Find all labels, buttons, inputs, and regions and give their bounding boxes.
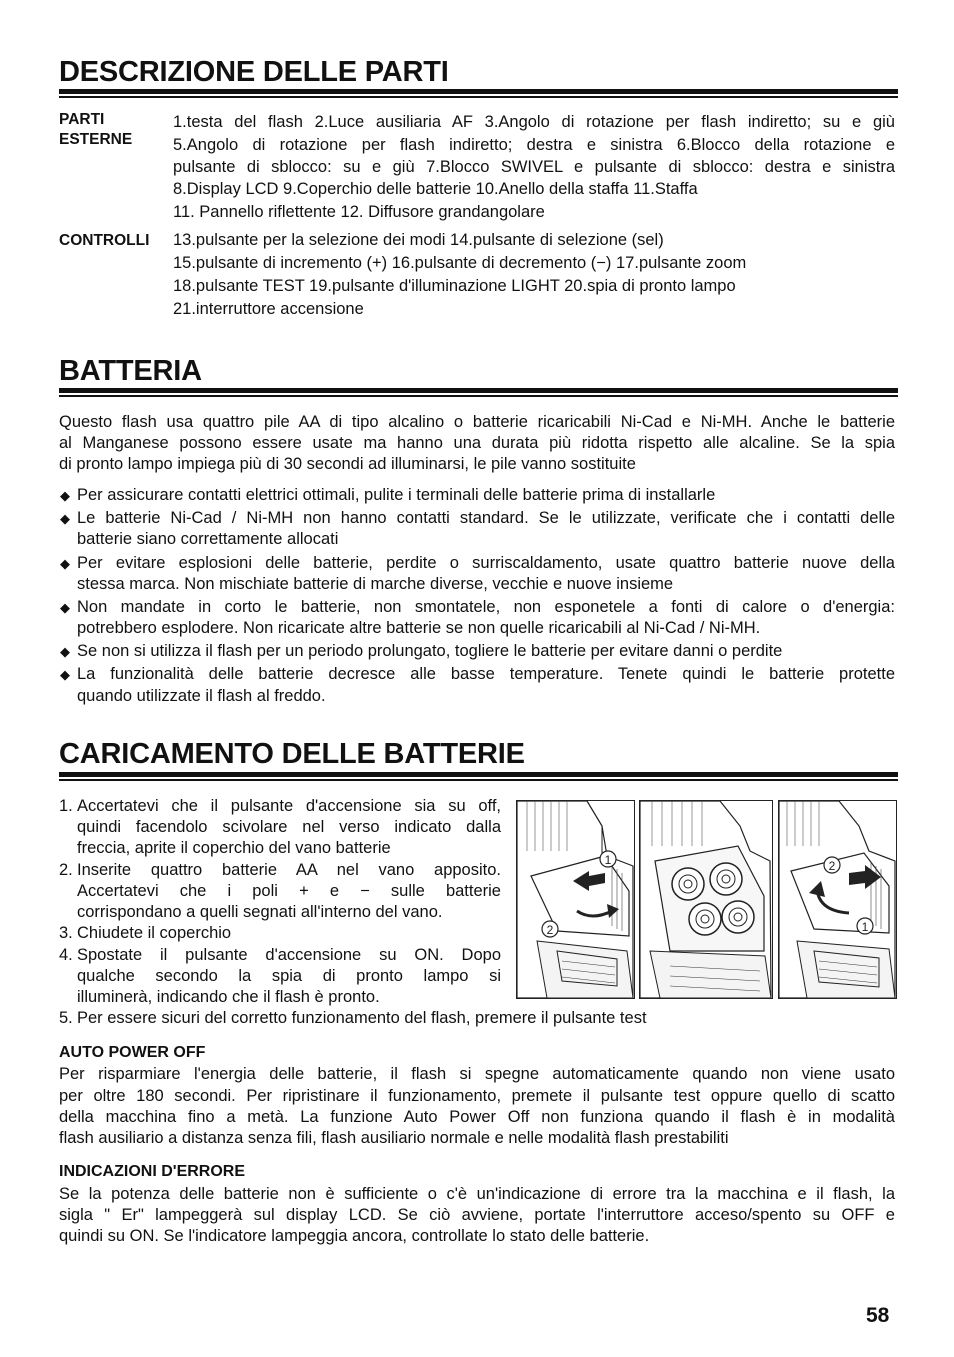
- controlli-line: 15.pulsante di incremento (+) 16.pulsante di decremento (−) 17.pulsante zoom: [173, 254, 747, 272]
- figure-label: 1: [604, 853, 612, 867]
- bullet-line: stessa marca. Non mischiate batterie di marche diverse, vecchie e nuove insieme: [77, 575, 674, 593]
- bullet-diamond-icon: ◆: [60, 667, 70, 682]
- step-line: freccia, aprite il coperchio del vano batterie: [77, 839, 391, 857]
- parti-line: pulsante di sblocco: su e giù 7.Blocco SWIVEL e pulsante di sblocco: destra e sinistra: [173, 158, 895, 176]
- controlli-line: 13.pulsante per la selezione dei modi 14.pulsante di selezione (sel): [173, 231, 664, 249]
- bullet-diamond-icon: ◆: [60, 644, 70, 659]
- bullet-line: Per assicurare contatti elettrici ottimali, pulite i terminali delle batterie prima di installarle: [77, 486, 716, 504]
- section-rule: [59, 772, 898, 781]
- bullet-diamond-icon: ◆: [60, 511, 70, 526]
- errori-line: Se la potenza delle batterie non è sufficiente o c'è un'indicazione di errore tra la macchina e il flash, la: [59, 1185, 895, 1203]
- step-number: 5.: [59, 1009, 73, 1027]
- step-number: 4.: [59, 946, 73, 964]
- bullet-line: Per evitare esplosioni delle batterie, perdite o surriscaldamento, usate quattro batterie nuove della: [77, 554, 895, 572]
- step-line: Inserite quattro batterie AA nel vano apposito.: [77, 861, 501, 879]
- section-title-batteria: BATTERIA: [59, 355, 202, 387]
- batteria-intro-line: al Manganese possono essere usate ma hanno una durata più ridotta rispetto alle alcaline. Se la spia: [59, 434, 895, 452]
- page-number: 58: [866, 1304, 890, 1327]
- auto-power-off-line: per oltre 180 secondi. Per ripristinare il funzionamento, premete il pulsante test oppure quello di scatto: [59, 1087, 895, 1105]
- step-line: illuminerà, indicando che il flash è pronto.: [77, 988, 380, 1006]
- figure-label: 2: [828, 859, 836, 873]
- figure-close-cover: [778, 800, 897, 999]
- parti-line: 5.Angolo di rotazione per flash indiretto; destra e sinistra 6.Blocco della rotazione e: [173, 136, 895, 154]
- bullet-line: potrebbero esplodere. Non ricaricate altre batterie se non quelle ricaricabili al Ni-Cad / Ni-MH.: [77, 619, 761, 637]
- parti-line: 11. Pannello riflettente 12. Diffusore grandangolare: [173, 203, 545, 221]
- auto-power-off-line: della macchina fino a metà. La funzione Auto Power Off non funziona quando il flash è in modalità: [59, 1108, 895, 1126]
- section-rule: [59, 388, 898, 397]
- auto-power-off-line: Per risparmiare l'energia delle batterie, il flash si spegne automaticamente quando non viene usato: [59, 1065, 895, 1083]
- bullet-line: Non mandate in corto le batterie, non smontatele, non esponetele a fonti di calore o d'energia:: [77, 598, 895, 616]
- parti-label-1: PARTI: [59, 111, 105, 128]
- errori-title: INDICAZIONI D'ERRORE: [59, 1163, 246, 1180]
- battery-compartment-illustration: [640, 801, 772, 998]
- step-line: Spostate il pulsante d'accensione su ON. Dopo: [77, 946, 501, 964]
- step-line: Accertatevi che il pulsante d'accensione sia su off,: [77, 797, 501, 815]
- figure-label: 2: [546, 923, 554, 937]
- bullet-line: Se non si utilizza il flash per un periodo prolungato, togliere le batterie per evitare danni o perdite: [77, 642, 783, 660]
- section-rule: [59, 89, 898, 98]
- step-line: qualche secondo la spia di pronto lampo si: [77, 967, 501, 985]
- step-line: Accertatevi che i poli + e − sulle batterie: [77, 882, 501, 900]
- bullet-line: batterie siano correttamente allocati: [77, 530, 339, 548]
- controlli-line: 21.interruttore accensione: [173, 300, 364, 318]
- section-title-caricamento: CARICAMENTO DELLE BATTERIE: [59, 738, 525, 770]
- errori-line: quindi su ON. Se l'indicatore lampeggia ancora, controllate lo stato delle batterie.: [59, 1227, 650, 1245]
- bullet-line: Le batterie Ni-Cad / Ni-MH non hanno contatti standard. Se le utilizzate, verificate che i contatti delle: [77, 509, 895, 527]
- bullet-diamond-icon: ◆: [60, 488, 70, 503]
- step-line: quindi facendolo scivolare nel verso indicato dalla: [77, 818, 501, 836]
- bullet-diamond-icon: ◆: [60, 600, 70, 615]
- auto-power-off-title: AUTO POWER OFF: [59, 1044, 206, 1061]
- bullet-line: La funzionalità delle batterie decresce alle basse temperature. Tenete quindi le batterie protette: [77, 665, 895, 683]
- step-line: Chiudete il coperchio: [77, 924, 232, 942]
- step-number: 2.: [59, 861, 73, 879]
- controlli-label: CONTROLLI: [59, 232, 150, 249]
- parti-line: 1.testa del flash 2.Luce ausiliaria AF 3.Angolo di rotazione per flash indiretto; su e giù: [173, 113, 895, 131]
- step-number: 1.: [59, 797, 73, 815]
- controlli-line: 18.pulsante TEST 19.pulsante d'illuminazione LIGHT 20.spia di pronto lampo: [173, 277, 736, 295]
- step-number: 3.: [59, 924, 73, 942]
- parti-line: 8.Display LCD 9.Coperchio delle batterie 10.Anello della staffa 11.Staffa: [173, 180, 698, 198]
- step-line: corrispondano a quelli segnati all'interno del vano.: [77, 903, 443, 921]
- bullet-diamond-icon: ◆: [60, 556, 70, 571]
- bullet-line: quando utilizzate il flash al freddo.: [77, 687, 326, 705]
- auto-power-off-line: flash ausiliario a distanza senza fili, flash ausiliario normale e nelle modalità flash prestabiliti: [59, 1129, 729, 1147]
- step-line: Per essere sicuri del corretto funzionamento del flash, premere il pulsante test: [77, 1009, 647, 1027]
- batteria-intro-line: Questo flash usa quattro pile AA di tipo alcalino o batterie ricaricabili Ni-Cad e Ni-MH. Anche le batterie: [59, 413, 895, 431]
- figure-open-cover: [516, 800, 635, 999]
- errori-line: sigla " Er" lampeggerà sul display LCD. Se ciò avviene, portate l'interruttore acceso/spento su OFF e: [59, 1206, 895, 1224]
- figure-insert-batteries: [639, 800, 773, 999]
- figure-label: 1: [861, 920, 869, 934]
- flash-close-cover-illustration: [779, 801, 896, 998]
- parti-label-2: ESTERNE: [59, 131, 133, 148]
- section-title-descrizione: DESCRIZIONE DELLE PARTI: [59, 56, 449, 88]
- flash-open-cover-illustration: [517, 801, 634, 998]
- batteria-intro-line: di pronto lampo impiega più di 30 secondi ad illuminarsi, le pile vanno sostituite: [59, 455, 636, 473]
